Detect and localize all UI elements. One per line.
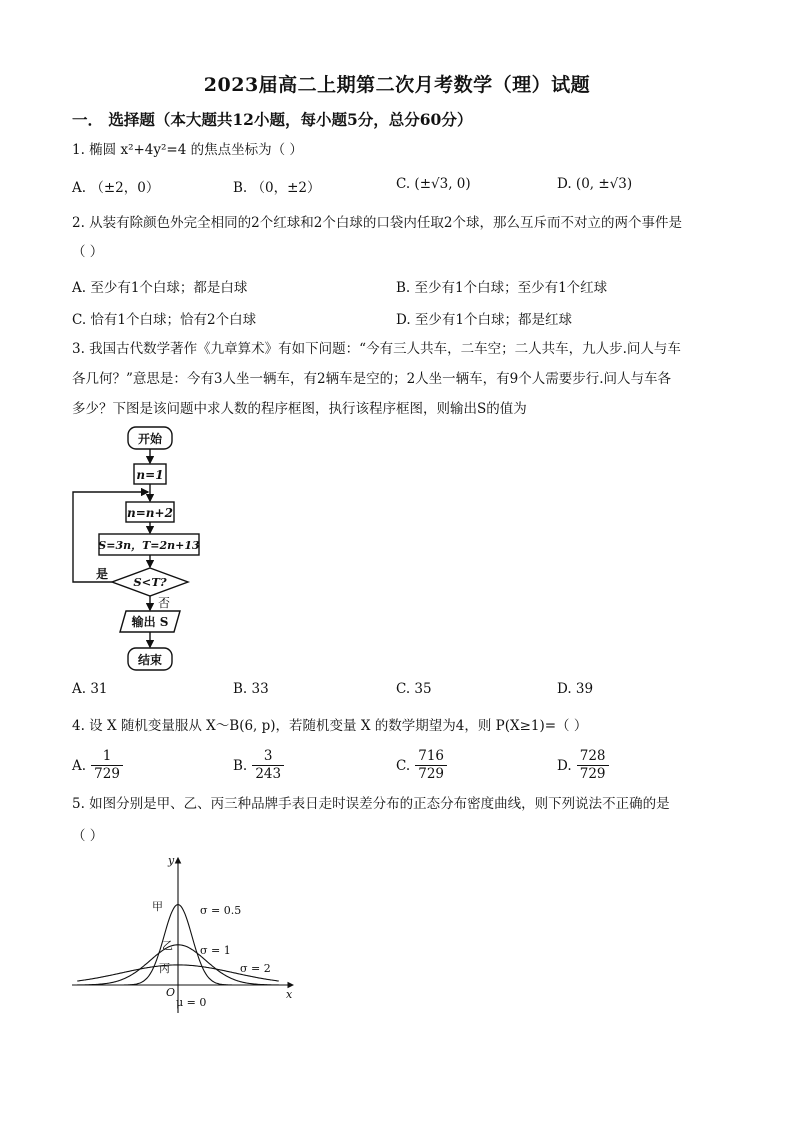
q3-flowchart [66, 425, 206, 675]
fraction-numerator: 3 [252, 748, 284, 766]
fraction-numerator: 1 [91, 748, 123, 766]
q3-option-b[interactable]: B. 33 [233, 681, 269, 697]
q1-stem: 1. 椭圆 x²+4y²=4 的焦点坐标为（ ） [72, 142, 303, 158]
q3-stem-line2: 各几何？”意思是：今有3人坐一辆车，有2辆车是空的；2人坐一辆车，有9个人需要步行.问人与车各 [72, 371, 672, 387]
q4-option-d-letter: D. [557, 758, 572, 774]
sigma-0-5-label: σ = 0.5 [200, 904, 242, 917]
curve-jia-label: 甲 [152, 900, 163, 913]
fraction-denominator: 729 [418, 766, 445, 782]
q2-option-d[interactable]: D. 至少有1个白球；都是红球 [396, 312, 573, 328]
q4-option-b[interactable] [233, 748, 284, 783]
flow-assign-label: S=3n，T=2n+13 [98, 539, 200, 552]
curve-yi-label: 乙 [162, 939, 173, 952]
q5-stem-line1: 5. 如图分别是甲、乙、丙三种品牌手表日走时误差分布的正态分布密度曲线，则下列说法不正确的是 [72, 796, 670, 812]
curve-bing-label: 丙 [159, 962, 170, 975]
flow-start-label: 开始 [137, 432, 163, 446]
q4-option-b-fraction [252, 748, 284, 783]
flow-end-label: 结束 [137, 653, 163, 667]
q1-option-b[interactable]: B. （0，±2） [233, 180, 321, 196]
y-axis-label: y [168, 854, 175, 867]
q1-option-c[interactable]: C. (±√3, 0) [396, 176, 471, 192]
q4-option-c-fraction [415, 748, 447, 783]
x-axis-label: x [286, 988, 293, 1001]
q2-stem-line1: 2. 从装有除颜色外完全相同的2个红球和2个白球的口袋内任取2个球，那么互斥而不对立的两个事件是 [72, 215, 682, 231]
q1-option-d[interactable]: D. (0, ±√3) [557, 176, 633, 192]
fraction-numerator: 728 [577, 748, 609, 766]
q4-stem: 4. 设 X 随机变量服从 X～B(6, p)，若随机变量 X 的数学期望为4，则 P(X≥1)=（ ） [72, 718, 588, 734]
flow-init-label: n=1 [136, 468, 164, 482]
mu-label: μ = 0 [176, 996, 207, 1009]
fraction-denominator: 243 [255, 766, 282, 782]
q2-stem-line2: （ ） [72, 244, 104, 260]
sigma-1-label: σ = 1 [200, 944, 231, 957]
q4-option-a-fraction [91, 748, 123, 783]
q3-stem-line1: 3. 我国古代数学著作《九章算术》有如下问题：“今有三人共车，二车空；二人共车，九人步.问人与车 [72, 341, 681, 357]
q4-option-b-letter: B. [233, 758, 248, 774]
q4-option-d-fraction [577, 748, 609, 783]
fraction-denominator: 729 [579, 766, 606, 782]
fraction-numerator: 716 [415, 748, 447, 766]
q3-option-a[interactable]: A. 31 [72, 681, 108, 697]
fraction-denominator: 729 [94, 766, 120, 782]
q4-option-c-letter: C. [396, 758, 411, 774]
q3-option-d[interactable]: D. 39 [557, 681, 594, 697]
flow-yes-label: 是 [95, 567, 109, 581]
sigma-2-label: σ = 2 [240, 962, 271, 975]
section-heading: 一． 选择题（本大题共12小题，每小题5分，总分60分） [72, 110, 473, 129]
q4-option-d[interactable] [557, 748, 609, 783]
page-title: 2023届高二上期第二次月考数学（理）试题 [203, 74, 591, 96]
q2-option-a[interactable]: A. 至少有1个白球；都是白球 [72, 280, 248, 296]
q5-normal-curves-graph [68, 848, 308, 1018]
q2-option-c[interactable]: C. 恰有1个白球；恰有2个白球 [72, 312, 257, 328]
origin-label: O [166, 986, 176, 999]
q4-option-c[interactable] [396, 748, 447, 783]
q4-option-a-letter: A. [72, 758, 87, 774]
q3-option-c[interactable]: C. 35 [396, 681, 432, 697]
flow-step-label: n=n+2 [127, 506, 173, 520]
flow-cond-label: S<T? [133, 575, 167, 589]
q2-option-b[interactable]: B. 至少有1个白球；至少有1个红球 [396, 280, 608, 296]
q1-option-a[interactable]: A. （±2，0） [72, 180, 160, 196]
q5-stem-line2: （ ） [72, 828, 104, 844]
q4-option-a[interactable] [72, 748, 123, 783]
flow-output-label: 输出 S [131, 615, 169, 629]
flow-no-label: 否 [157, 596, 171, 610]
q3-stem-line3: 多少？下图是该问题中求人数的程序框图，执行该程序框图，则输出S的值为 [72, 401, 527, 417]
